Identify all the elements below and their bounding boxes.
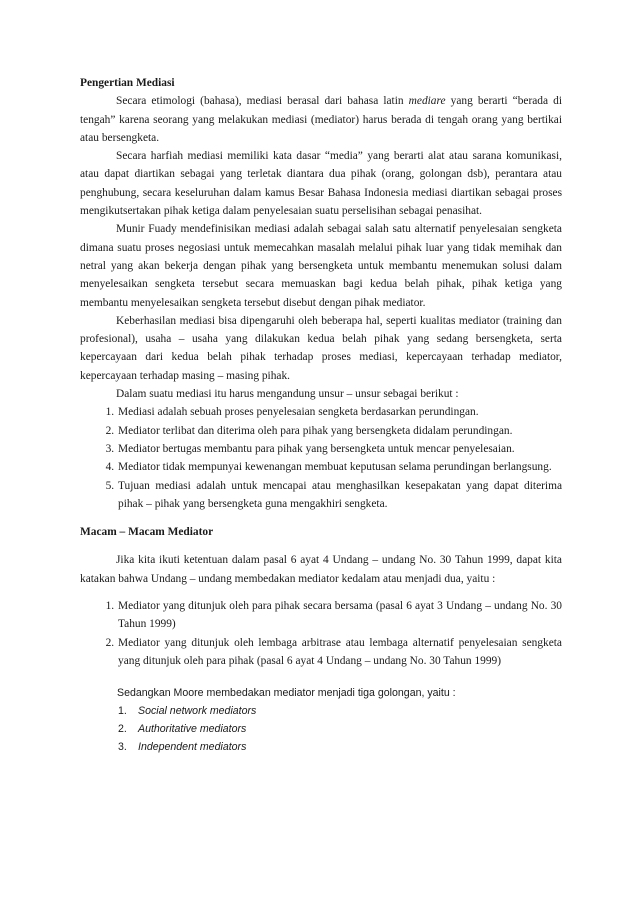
paragraph-harfiah: Secara harfiah mediasi memiliki kata dasar “media” yang berarti alat atau sarana komunikasi, atau dapat diartikan sebagai yang terletak diantara dua pihak (orang, golongan dsb), perantara atau penghubung, secara keseluruhan dalam kamus Besar Bahasa Indonesia mediasi diartikan sebagai proses mengikutsertakan pihak ketiga dalam penyelesaian suatu perselisihan sebagai penasihat. xyxy=(80,150,562,218)
section-heading-pengertian: Pengertian Mediasi xyxy=(80,77,175,89)
paragraph-unsur-intro: Dalam suatu mediasi itu harus mengandung unsur – unsur sebagai berikut : xyxy=(116,388,459,401)
mediator-type-list xyxy=(80,597,562,670)
moore-block xyxy=(80,684,562,756)
document-page xyxy=(80,74,562,756)
list-text: Social network mediators xyxy=(138,705,257,718)
list-number: 1. xyxy=(118,705,127,718)
list-item: 2. Mediator terlibat dan diterima oleh para pihak yang bersengketa didalam perundingan. xyxy=(117,422,562,440)
list-item xyxy=(117,720,562,738)
paragraph-munir-fuady: Munir Fuady mendefinisikan mediasi adalah sebagai salah satu alternatif penyelesaian sengketa dimana suatu proses negosiasi untuk memecahkan masalah melalui pihak luar yang tidak memihak dan netral yang akan bekerja dengan pihak yang bersengketa untuk membantu menemukan solusi dalam menyelesaikan sengketa tersebut secara memuaskan bagi kedua belah pihak, pihak ketiga yang membantu menyelesaikan sengketa tersebut disebut dengan pihak mediator. xyxy=(80,223,562,309)
list-item xyxy=(117,738,562,756)
moore-list xyxy=(117,702,562,756)
list-item: 2. Mediator yang ditunjuk oleh lembaga arbitrase atau lembaga alternatif penyelesaian sengketa yang ditunjuk oleh para pihak (pasal 6 ayat 4 Undang – undang No. 30 Tahun 1999) xyxy=(117,634,562,671)
paragraph-keberhasilan: Keberhasilan mediasi bisa dipengaruhi oleh beberapa hal, seperti kualitas mediator (training dan profesional), usaha – usaha yang dilakukan kedua belah pihak yang sedang bersengketa, serta kepercayaan dari kedua belah pihak terhadap proses mediasi, kepercayaan terhadap mediator, kepercayaan terhadap masing – masing pihak. xyxy=(80,314,562,382)
list-item: 4. Mediator tidak mempunyai kewenangan membuat keputusan selama perundingan berlangsung. xyxy=(117,458,562,476)
list-text: Independent mediators xyxy=(138,741,247,754)
list-text: Authoritative mediators xyxy=(138,723,247,736)
list-item: 1. Mediator yang ditunjuk oleh para pihak secara bersama (pasal 6 ayat 3 Undang – undang No. 30 Tahun 1999) xyxy=(117,597,562,634)
moore-intro: Sedangkan Moore membedakan mediator menjadi tiga golongan, yaitu : xyxy=(117,687,456,700)
list-item: 3. Mediator bertugas membantu para pihak yang bersengketa untuk mencar penyelesaian. xyxy=(117,440,562,458)
list-item: 1. Mediasi adalah sebuah proses penyelesaian sengketa berdasarkan perundingan. xyxy=(117,403,562,421)
list-item: 5. Tujuan mediasi adalah untuk mencapai atau menghasilkan kesepakatan yang dapat diterima pihak – pihak yang bersengketa guna mengakhiri sengketa. xyxy=(117,477,562,514)
paragraph-ketentuan: Jika kita ikuti ketentuan dalam pasal 6 ayat 4 Undang – undang No. 30 Tahun 1999, dapat kita katakan bahwa Undang – undang membedakan mediator kedalam atau menjadi dua, yaitu : xyxy=(80,554,562,585)
section-heading-macam: Macam – Macam Mediator xyxy=(80,526,214,539)
paragraph-etimologi: Secara etimologi (bahasa), mediasi berasal dari bahasa latin mediare yang berarti “berada di tengah” karena seorang yang melakukan mediasi (mediator) harus berada di tengah orang yang bertikai atau bersengketa. xyxy=(80,95,562,144)
list-number: 2. xyxy=(118,723,127,736)
list-item xyxy=(117,702,562,720)
unsur-list xyxy=(80,403,562,513)
list-number: 3. xyxy=(118,741,127,754)
